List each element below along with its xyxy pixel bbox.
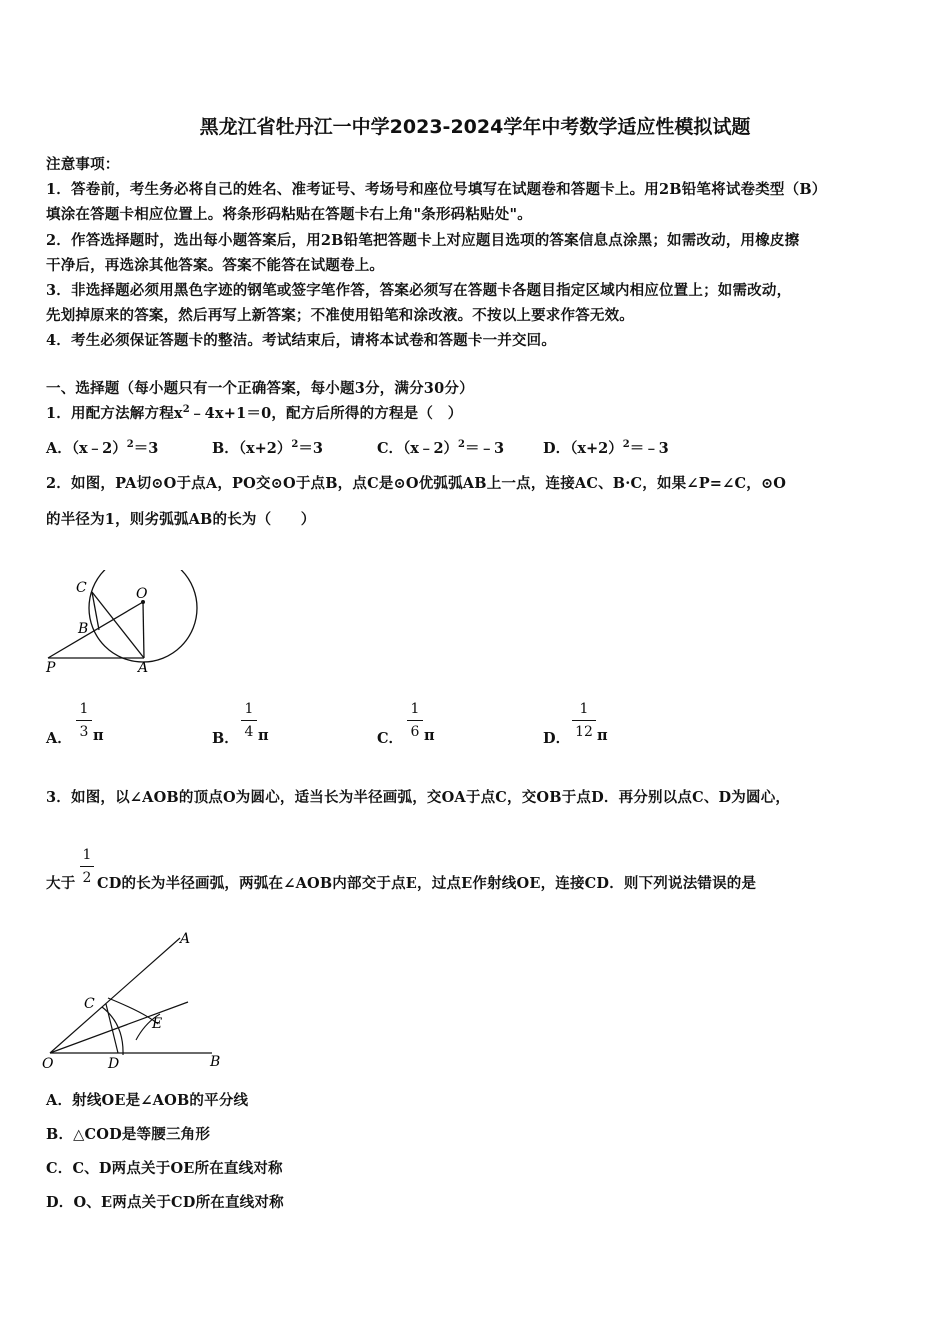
label-a: A bbox=[138, 660, 149, 676]
q2-option-b-fraction: 1 4 bbox=[241, 700, 257, 741]
q2-circle-figure bbox=[44, 570, 209, 680]
line-oa bbox=[143, 602, 144, 658]
notice-line: 2．作答选择题时，选出每小题答案后，用2B铅笔把答题卡上对应题目选项的答案信息点涂黑；如需改动，用橡皮擦 bbox=[46, 232, 800, 249]
page-title: 黑龙江省牡丹江一中学2023-2024学年中考数学适应性模拟试题 bbox=[199, 116, 751, 138]
section-heading: 一、选择题（每小题只有一个正确答案，每小题3分，满分30分） bbox=[46, 380, 474, 397]
notice-line: 3．非选择题必须用黑色字迹的钢笔或签字笔作答，答案必须写在答题卡各题目指定区域内相应位置上；如需改动， bbox=[46, 282, 792, 299]
label-b: B bbox=[78, 621, 89, 637]
q2-option-d-pi: π bbox=[597, 727, 608, 744]
q2-option-c[interactable]: C． bbox=[377, 730, 404, 747]
arc-from-c bbox=[108, 998, 158, 1024]
q3-option-a[interactable]: A．射线OE是∠AOB的平分线 bbox=[46, 1092, 249, 1109]
ray-oa bbox=[50, 938, 180, 1053]
label-b: B bbox=[210, 1054, 221, 1070]
q2-option-d[interactable]: D． bbox=[543, 730, 571, 747]
q1-option-c[interactable]: C．（x﹣2）$^2$＝﹣3 bbox=[377, 439, 505, 457]
q3-option-c[interactable]: C．C、D两点关于OE所在直线对称 bbox=[46, 1160, 283, 1177]
q3-angle-figure bbox=[40, 928, 230, 1073]
label-e: E bbox=[152, 1016, 163, 1032]
notice-line: 干净后，再选涂其他答案。答案不能答在试题卷上。 bbox=[46, 257, 385, 274]
q2-option-c-fraction: 1 6 bbox=[407, 700, 423, 741]
question-3-line2-post: CD的长为半径画弧，两弧在∠AOB内部交于点E，过点E作射线OE，连接CD．则下列说法错误的是 bbox=[97, 875, 757, 892]
q3-half-fraction: 1 2 bbox=[80, 846, 94, 887]
notice-line: 4．考生必须保证答题卡的整洁。考试结束后，请将本试卷和答题卡一并交回。 bbox=[46, 332, 557, 349]
ray-oe bbox=[50, 1002, 188, 1053]
q3-option-b[interactable]: B．△COD是等腰三角形 bbox=[46, 1126, 211, 1143]
q2-option-a-pi: π bbox=[93, 727, 104, 744]
label-p: P bbox=[46, 660, 56, 676]
question-2-line1: 2．如图，PA切⊙O于点A，PO交⊙O于点B，点C是⊙O优弧弧AB上一点，连接AC、B·C，如果∠P=∠C，⊙O bbox=[46, 475, 787, 492]
q2-option-a[interactable]: A． bbox=[46, 730, 72, 747]
q1-option-b[interactable]: B．$(x+2)^2=3$ bbox=[212, 439, 323, 457]
q2-option-a-fraction: 1 3 bbox=[76, 700, 92, 741]
q2-option-d-fraction: 1 12 bbox=[572, 700, 596, 741]
notice-line: 先划掉原来的答案，然后再写上新答案；不准使用铅笔和涂改液。不按以上要求作答无效。 bbox=[46, 307, 634, 324]
label-a: A bbox=[180, 931, 191, 947]
q3-option-d[interactable]: D．O、E两点关于CD所在直线对称 bbox=[46, 1194, 284, 1211]
line-cb bbox=[92, 592, 99, 630]
q2-option-b[interactable]: B． bbox=[212, 730, 239, 747]
label-c: C bbox=[84, 996, 95, 1012]
label-c: C bbox=[76, 580, 87, 596]
notice-line: 1．答卷前，考生务必将自己的姓名、准考证号、考场号和座位号填写在试题卷和答题卡上。用2B铅笔将试卷类型（B） bbox=[46, 181, 827, 198]
question-2-line2: 的半径为1，则劣弧弧AB的长为（ ） bbox=[46, 511, 316, 528]
question-1-stem: 1．用配方法解方程$x^2﹣4x+1=0$，配方后所得的方程是（ ） bbox=[46, 404, 463, 422]
question-3-line2-pre: 大于 bbox=[46, 875, 76, 892]
q2-option-b-pi: π bbox=[258, 727, 269, 744]
notice-line: 填涂在答题卡相应位置上。将条形码粘贴在答题卡右上角"条形码粘贴处"。 bbox=[46, 206, 532, 223]
label-d: D bbox=[108, 1056, 120, 1072]
notice-heading: 注意事项： bbox=[46, 156, 120, 173]
label-o: O bbox=[136, 586, 148, 602]
q1-option-a[interactable]: A．（x﹣2）$^2$＝3 bbox=[46, 439, 159, 457]
label-o: O bbox=[42, 1056, 54, 1072]
q1-option-d[interactable]: D．$(x+2)^2=﹣3$ bbox=[543, 439, 669, 457]
q2-option-c-pi: π bbox=[424, 727, 435, 744]
question-3-line1: 3．如图，以∠AOB的顶点O为圆心，适当长为半径画弧，交OA于点C，交OB于点D．再分别以点C、D为圆心， bbox=[46, 789, 791, 806]
